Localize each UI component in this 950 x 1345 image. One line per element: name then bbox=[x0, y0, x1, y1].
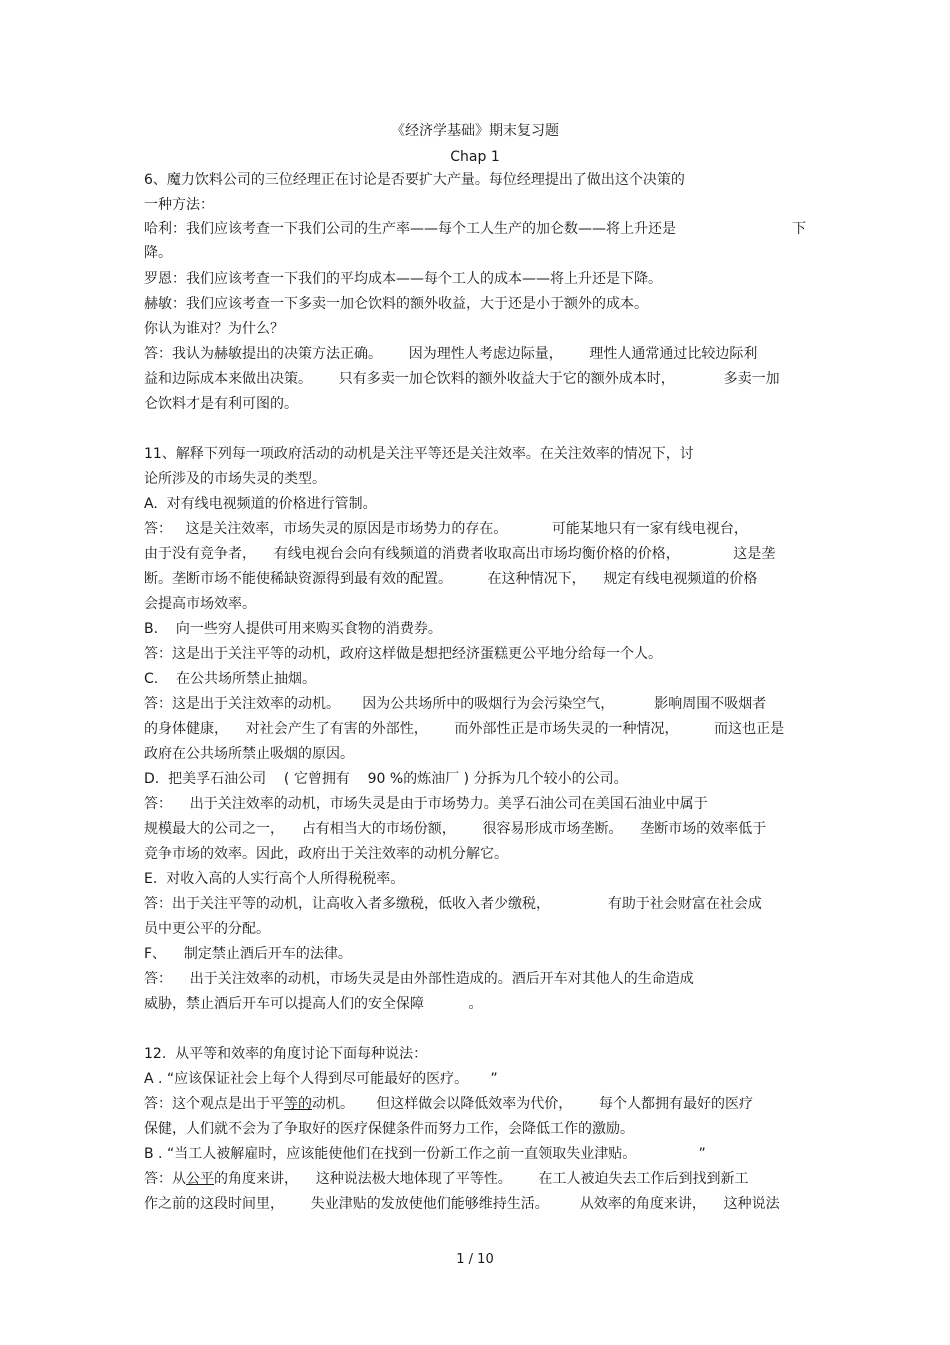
text-span: 答：这个观点是出于平 bbox=[144, 1096, 284, 1112]
item-e: E. 对收入高的人实行高个人所得税税率。 bbox=[144, 871, 405, 887]
answer-line: 仑饮料才是有利可图的。 bbox=[144, 396, 298, 412]
answer-line: 答： 出于关注效率的动机，市场失灵是由于市场势力。美孚石油公司在美国石油业中属于 bbox=[144, 796, 708, 812]
item-a: A. 对有线电视频道的价格进行管制。 bbox=[144, 496, 377, 512]
page-number: 1 / 10 bbox=[456, 1252, 494, 1267]
text-line: 降。 bbox=[144, 245, 172, 261]
answer-line: 断。垄断市场不能使稀缺资源得到最有效的配置。 在这种情况下， 规定有线电视频道的价格 bbox=[144, 571, 758, 587]
answer-line: 威胁，禁止酒后开车可以提高人们的安全保障 。 bbox=[144, 996, 483, 1012]
answer-line: 作之前的这段时间里， 失业津贴的发放使他们能够维持生活。 从效率的角度来讲， 这种说法 bbox=[144, 1196, 780, 1212]
text-span: 答：从 bbox=[144, 1171, 186, 1187]
item-c: C. 在公共场所禁止抽烟。 bbox=[144, 671, 317, 687]
document-title: 《经济学基础》期末复习题 bbox=[391, 123, 559, 139]
answer-line: 答：出于关注平等的动机，让高收入者多缴税，低收入者少缴税， 有助于社会财富在社会成 bbox=[144, 896, 762, 912]
text-span: 动机。 但这样做会以降低效率为代价， 每个人都拥有最好的医疗 bbox=[312, 1096, 753, 1112]
item-d: D. 把美孚石油公司 ( 它曾拥有 90 %的炼油厂 ) 分拆为几个较小的公司。 bbox=[144, 771, 628, 787]
item-b: B. 向一些穷人提供可用来购买食物的消费券。 bbox=[144, 621, 442, 637]
answer-line: 答： 这是关注效率，市场失灵的原因是市场势力的存在。 可能某地只有一家有线电视台， bbox=[144, 521, 748, 537]
answer-line: 政府在公共场所禁止吸烟的原因。 bbox=[144, 746, 354, 762]
answer-line: 益和边际成本来做出决策。 只有多卖一加仑饮料的额外收益大于它的额外成本时， 多卖一加 bbox=[144, 371, 780, 387]
text-line: 下 bbox=[792, 221, 806, 237]
chapter-heading: Chap 1 bbox=[450, 149, 500, 165]
text-line: 哈利：我们应该考查一下我们公司的生产率——每个工人生产的加仑数——将上升还是 bbox=[144, 221, 676, 237]
question-6-line: 6、魔力饮料公司的三位经理正在讨论是否要扩大产量。每位经理提出了做出这个决策的 bbox=[144, 172, 685, 188]
question-12-line: 12. 从平等和效率的角度讨论下面每种说法： bbox=[144, 1046, 428, 1062]
answer-line: 规模最大的公司之一， 占有相当大的市场份额， 很容易形成市场垄断。 垄断市场的效率低于 bbox=[144, 821, 767, 837]
text-line: 赫敏：我们应该考查一下多卖一加仑饮料的额外收益，大于还是小于额外的成本。 bbox=[144, 296, 648, 312]
answer-line: 答：我认为赫敏提出的决策方法正确。 因为理性人考虑边际量， 理性人通常通过比较边际利 bbox=[144, 346, 758, 362]
answer-line: 员中更公平的分配。 bbox=[144, 921, 270, 937]
text-line: 一种方法： bbox=[144, 197, 214, 213]
text-span: 的角度来讲， 这种说法极大地体现了平等性。 在工人被迫失去工作后到找到新工 bbox=[214, 1171, 749, 1187]
answer-line: 的身体健康， 对社会产生了有害的外部性， 而外部性正是市场失灵的一种情况， 而这也正是 bbox=[144, 721, 785, 737]
text-line: 论所涉及的市场失灵的类型。 bbox=[144, 471, 326, 487]
answer-line: 保健，人们就不会为了争取好的医疗保健条件而努力工作，会降低工作的激励。 bbox=[144, 1121, 634, 1137]
answer-line: 答：这是出于关注效率的动机。 因为公共场所中的吸烟行为会污染空气， 影响周围不吸烟者 bbox=[144, 696, 767, 712]
answer-line: 答： 出于关注效率的动机，市场失灵是由外部性造成的。酒后开车对其他人的生命造成 bbox=[144, 971, 694, 987]
item-f: F、 制定禁止酒后开车的法律。 bbox=[144, 946, 352, 962]
answer-line: 答：这是出于关注平等的动机，政府这样做是想把经济蛋糕更公平地分给每一个人。 bbox=[144, 646, 662, 662]
underlined-text: 公平 bbox=[186, 1171, 214, 1187]
question-11-line: 11、解释下列每一项政府活动的动机是关注平等还是关注效率。在关注效率的情况下，讨 bbox=[144, 446, 694, 462]
answer-line bbox=[144, 1170, 749, 1188]
answer-line bbox=[144, 1095, 753, 1113]
answer-line: 由于没有竞争者， 有线电视台会向有线频道的消费者收取高出市场均衡价格的价格， 这是垄 bbox=[144, 546, 776, 562]
item-b: B . “当工人被解雇时，应该能使他们在找到一份新工作之前一直领取失业津贴。 ” bbox=[144, 1146, 706, 1162]
underlined-text: 等的 bbox=[284, 1096, 312, 1112]
text-line: 你认为谁对？为什么？ bbox=[144, 321, 284, 337]
answer-line: 竞争市场的效率。因此，政府出于关注效率的动机分解它。 bbox=[144, 846, 508, 862]
answer-line: 会提高市场效率。 bbox=[144, 596, 256, 612]
item-a: A . “应该保证社会上每个人得到尽可能最好的医疗。 ” bbox=[144, 1071, 498, 1087]
text-line: 罗恩：我们应该考查一下我们的平均成本——每个工人的成本——将上升还是下降。 bbox=[144, 271, 662, 287]
